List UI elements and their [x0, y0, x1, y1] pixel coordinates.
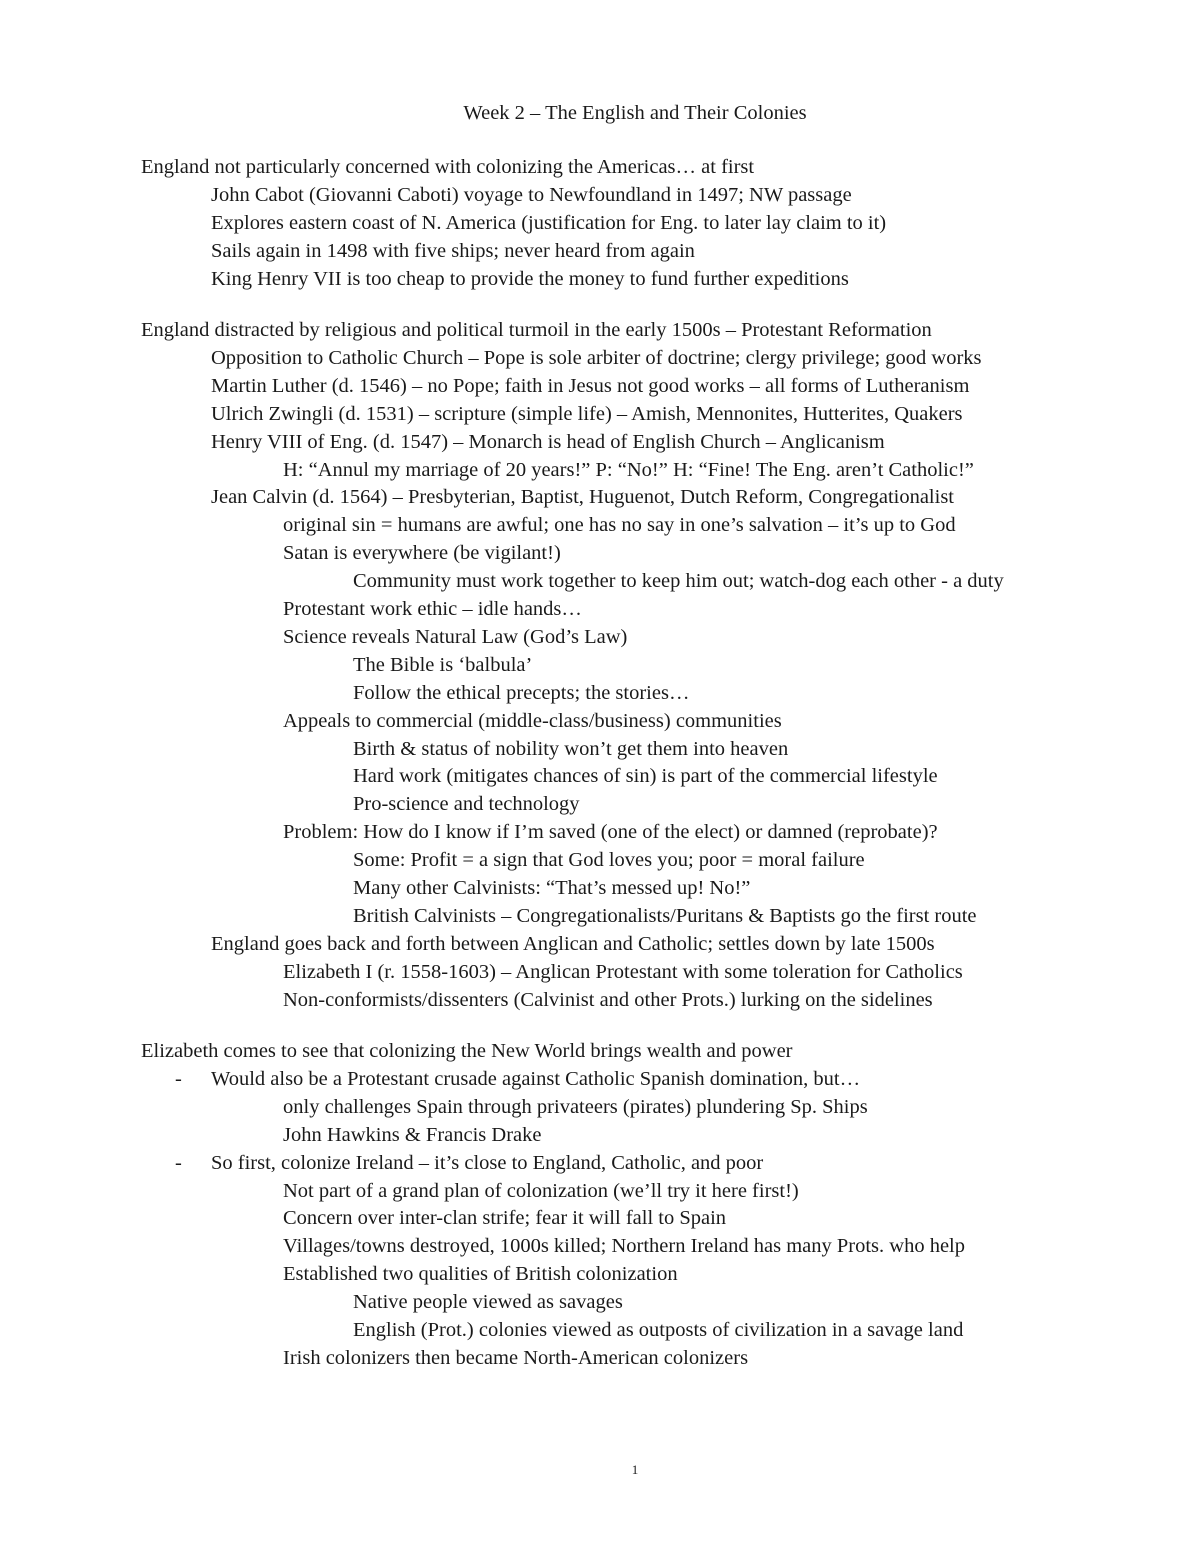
outline-item-level-2: Satan is everywhere (be vigilant!) — [283, 542, 561, 565]
outline-item-level-1: Would also be a Protestant crusade against Catholic Spanish domination, but… — [211, 1067, 861, 1090]
outline-item-level-2: Not part of a grand plan of colonization (we’ll try it here first!) — [283, 1179, 799, 1202]
outline-item-level-1: So first, colonize Ireland – it’s close to England, Catholic, and poor — [211, 1151, 764, 1174]
outline-item-level-1: King Henry VII is too cheap to provide the money to fund further expeditions — [211, 267, 849, 290]
section-heading: England distracted by religious and political turmoil in the early 1500s – Protestant Reformation — [141, 319, 932, 341]
outline-item-level-1: Henry VIII of Eng. (d. 1547) – Monarch is head of English Church – Anglicanism — [211, 430, 885, 453]
section-heading: England not particularly concerned with colonizing the Americas… at first — [141, 156, 755, 178]
outline-item-level-2: Appeals to commercial (middle-class/business) communities — [283, 709, 782, 732]
bullet-dash: - — [175, 1067, 182, 1090]
outline-item-level-2: Protestant work ethic – idle hands… — [283, 598, 582, 620]
outline-item-level-1: John Cabot (Giovanni Caboti) voyage to Newfoundland in 1497; NW passage — [211, 183, 852, 206]
outline-item-level-1: Jean Calvin (d. 1564) – Presbyterian, Baptist, Huguenot, Dutch Reform, Congregationalist — [211, 486, 954, 509]
outline-item-level-3: The Bible is ‘balbula’ — [353, 653, 533, 676]
outline-item-level-2: Problem: How do I know if I’m saved (one of the elect) or damned (reprobate)? — [283, 821, 938, 844]
outline-item-level-1: Explores eastern coast of N. America (justification for Eng. to later lay claim to it) — [211, 211, 887, 234]
outline-item-level-3: Pro-science and technology — [353, 793, 580, 816]
page-number: 1 — [631, 1462, 639, 1477]
outline-item-level-2: Science reveals Natural Law (God’s Law) — [283, 625, 628, 648]
outline-item-level-2: Established two qualities of British colonization — [283, 1263, 678, 1286]
outline-item-level-2: John Hawkins & Francis Drake — [283, 1123, 542, 1146]
outline-item-level-3: English (Prot.) colonies viewed as outposts of civilization in a savage land — [353, 1319, 964, 1341]
outline-item-level-2: Villages/towns destroyed, 1000s killed; Northern Ireland has many Prots. who help — [283, 1235, 965, 1258]
outline-item-level-1: England goes back and forth between Anglican and Catholic; settles down by late 1500s — [211, 932, 935, 955]
outline-item-level-3: Native people viewed as savages — [353, 1291, 623, 1314]
outline-item-level-1: Sails again in 1498 with five ships; never heard from again — [211, 239, 695, 262]
page-title: Week 2 – The English and Their Colonies — [463, 102, 807, 124]
outline-item-level-2: Non-conformists/dissenters (Calvinist and other Prots.) lurking on the sidelines — [283, 988, 933, 1011]
bullet-dash: - — [175, 1151, 182, 1174]
section-heading: Elizabeth comes to see that colonizing the New World brings wealth and power — [141, 1040, 793, 1062]
outline-item-level-3: Some: Profit = a sign that God loves you; poor = moral failure — [353, 849, 865, 872]
outline-item-level-1: Opposition to Catholic Church – Pope is sole arbiter of doctrine; clergy privilege; good works — [211, 346, 982, 369]
outline-item-level-2: Irish colonizers then became North-American colonizers — [283, 1346, 749, 1369]
outline-item-level-2: H: “Annul my marriage of 20 years!” P: “No!” H: “Fine! The Eng. aren’t Catholic!” — [283, 458, 974, 481]
outline-item-level-2: Concern over inter-clan strife; fear it will fall to Spain — [283, 1207, 727, 1230]
outline-item-level-3: Hard work (mitigates chances of sin) is part of the commercial lifestyle — [353, 765, 938, 788]
outline-item-level-1: Martin Luther (d. 1546) – no Pope; faith in Jesus not good works – all forms of Lutheranism — [211, 374, 970, 397]
outline-item-level-3: Birth & status of nobility won’t get them into heaven — [353, 737, 789, 760]
outline-item-level-3: British Calvinists – Congregationalists/Puritans & Baptists go the first route — [353, 904, 977, 927]
outline-item-level-3: Follow the ethical precepts; the stories… — [353, 681, 690, 704]
outline-item-level-2: only challenges Spain through privateers (pirates) plundering Sp. Ships — [283, 1095, 868, 1118]
outline-item-level-2: original sin = humans are awful; one has no say in one’s salvation – it’s up to God — [283, 514, 956, 537]
outline-item-level-3: Many other Calvinists: “That’s messed up! No!” — [353, 877, 751, 899]
outline-item-level-3: Community must work together to keep him out; watch-dog each other - a duty — [353, 570, 1004, 593]
outline-item-level-1: Ulrich Zwingli (d. 1531) – scripture (simple life) – Amish, Mennonites, Hutterites, Quakers — [211, 402, 963, 425]
outline-item-level-2: Elizabeth I (r. 1558-1603) – Anglican Protestant with some toleration for Catholics — [283, 960, 963, 983]
